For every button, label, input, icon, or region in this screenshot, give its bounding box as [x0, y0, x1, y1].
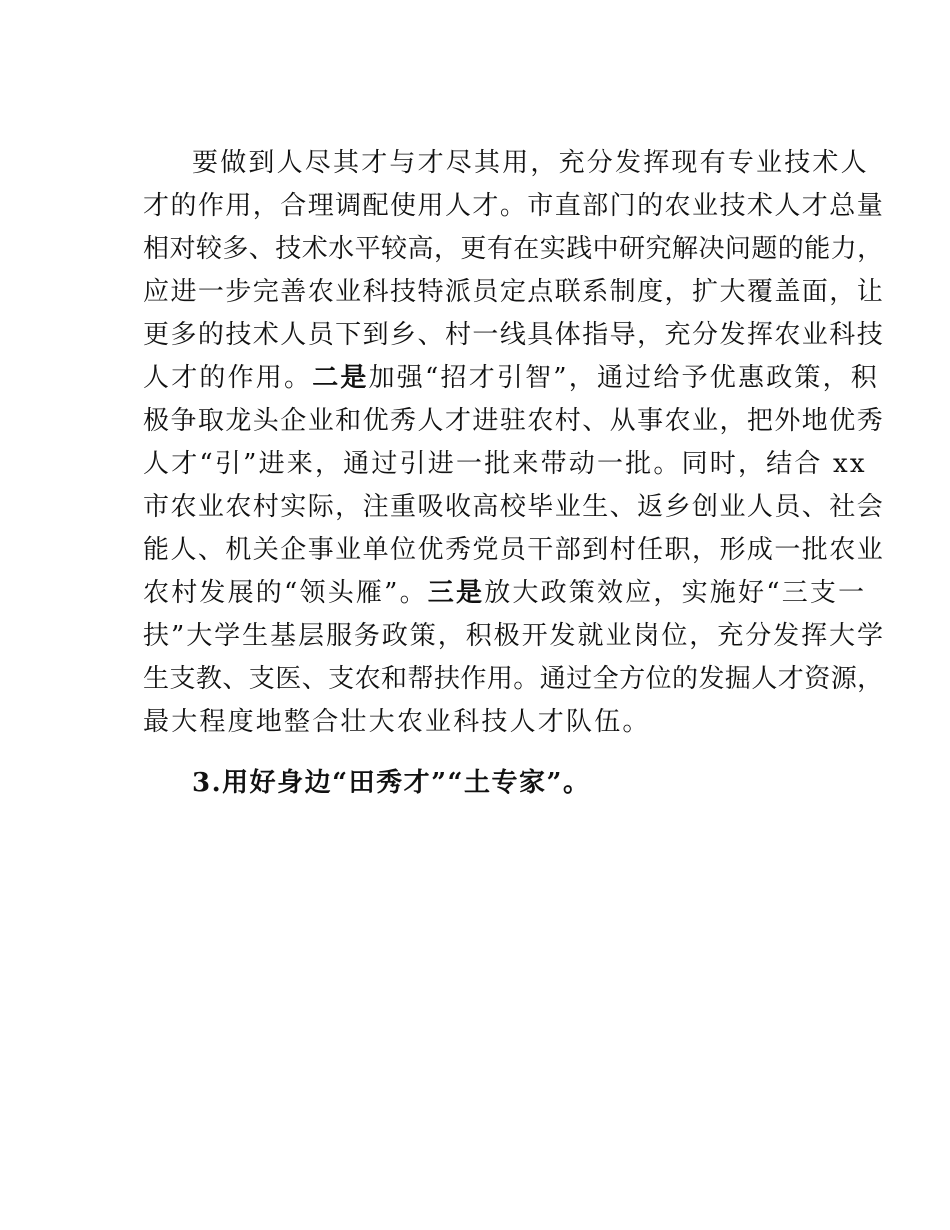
- paragraph-line-2: [143, 189, 884, 223]
- paragraph-line-7: [143, 404, 884, 438]
- emphasis-run: 三是: [427, 578, 485, 608]
- text-run: 更多的技术人员下到乡、村一线具体指导，充分发挥农业科技: [143, 320, 885, 350]
- paragraph-line-13: [143, 662, 884, 696]
- paragraph-line-14: [143, 705, 651, 739]
- paragraph-line-9: [143, 490, 884, 524]
- text-run: 扶”大学生基层服务政策，积极开发就业岗位，充分发挥大学: [143, 621, 885, 651]
- text-run: 才的作用，合理调配使用人才。市直部门的农业技术人才总量: [143, 191, 885, 221]
- text-run: 最大程度地整合壮大农业科技人才队伍。: [143, 707, 651, 737]
- text-run: 人才的作用。: [143, 363, 313, 393]
- text-run: 农村发展的“领头雁”。: [143, 578, 428, 608]
- paragraph-line-11: [143, 576, 866, 610]
- text-run: 相对较多、技术水平较高，更有在实践中研究解决问题的能力，: [143, 234, 884, 264]
- emphasis-run: 二是: [312, 363, 369, 393]
- paragraph-line-8: [143, 447, 867, 481]
- text-run: 生支教、支医、支农和帮扶作用。通过全方位的发掘人才资源，: [143, 664, 884, 694]
- text-run: 放大政策效应，实施好“三支一: [484, 578, 867, 608]
- text-run: 能人、机关企事业单位优秀党员干部到村任职，形成一批农业: [143, 535, 885, 565]
- paragraph-line-5: [143, 318, 884, 352]
- paragraph-line-3: [143, 232, 884, 266]
- text-run: 加强“招才引智”，通过给予优惠政策，积: [368, 363, 879, 393]
- paragraph-line-4: [143, 275, 884, 309]
- paragraph-line-10: [143, 533, 884, 567]
- paragraph-line-1: [192, 146, 869, 180]
- text-run: 人才“引”进来，通过引进一批来带动一批。同时，结合 xx: [143, 449, 867, 479]
- text-run: 要做到人尽其才与才尽其用，充分发挥现有专业技术人: [192, 148, 869, 178]
- section-heading: 3.用好身边“田秀才”“土专家”。: [192, 768, 591, 798]
- text-run: 应进一步完善农业科技特派员定点联系制度，扩大覆盖面，让: [143, 277, 885, 307]
- text-run: 极争取龙头企业和优秀人才进驻农村、从事农业，把外地优秀: [143, 406, 885, 436]
- text-run: 市农业农村实际，注重吸收高校毕业生、返乡创业人员、社会: [143, 492, 885, 522]
- paragraph-line-12: [143, 619, 885, 653]
- paragraph-line-6: [143, 361, 879, 395]
